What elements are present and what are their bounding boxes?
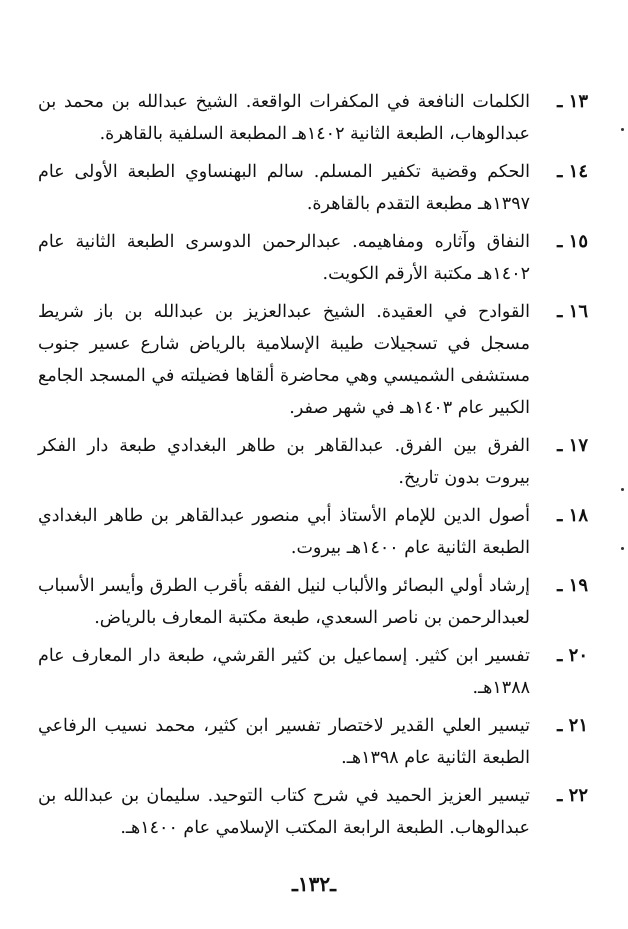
bibliography-entry [38,570,588,634]
bibliography-list [38,86,588,850]
scan-edge-mark [621,128,624,131]
bibliography-entry [38,296,588,424]
entry-text: أصول الدين للإمام الأستاذ أبي منصور عبدالقاهر بن طاهر البغدادي الطبعة الثانية عام ١٤٠٠هـ بيروت. [38,506,530,558]
entry-number: ١٨ ـ [557,505,588,526]
entry-number: ١٥ ـ [557,231,588,252]
entry-number: ١٦ ـ [557,301,588,322]
scan-edge-mark [621,488,624,491]
entry-text: القوادح في العقيدة. الشيخ عبدالعزيز بن عبدالله بن باز شريط مسجل في تسجيلات طيبة الإسلامية بالرياض شارع عسير جنوب مستشفى الشميسي وهي محاضرة ألقاها فضيلته في المسجد الجامع الكبير عام ١٤٠٣هـ في شهر صفر. [38,302,530,418]
entry-text: تيسير العزيز الحميد في شرح كتاب التوحيد. سليمان بن عبدالله بن عبدالوهاب. الطبعة الرابعة المكتب الإسلامي عام ١٤٠٠هـ. [38,786,530,838]
bibliography-entry [38,780,588,844]
entry-text: تفسير ابن كثير. إسماعيل بن كثير القرشي، طبعة دار المعارف عام ١٣٨٨هـ. [38,646,530,698]
entry-text: الفرق بين الفرق. عبدالقاهر بن طاهر البغدادي طبعة دار الفكر بيروت بدون تاريخ. [38,436,530,488]
bibliography-entry [38,500,588,564]
page-number: ـ١٣٢ـ [292,872,336,896]
scan-edge-mark [621,547,624,550]
entry-number: ١٧ ـ [557,435,588,456]
entry-number: ١٣ ـ [557,91,588,112]
bibliography-entry [38,430,588,494]
entry-number: ٢٠ ـ [557,645,588,666]
entry-number: ٢٢ ـ [557,785,588,806]
bibliography-entry [38,226,588,290]
entry-text: إرشاد أولي البصائر والألباب لنيل الفقه بأقرب الطرق وأيسر الأسباب لعبدالرحمن بن ناصر السعدي، طبعة مكتبة المعارف بالرياض. [38,576,530,628]
entry-number: ١٩ ـ [557,575,588,596]
bibliography-entry [38,156,588,220]
entry-text: الكلمات النافعة في المكفرات الواقعة. الشيخ عبدالله بن محمد بن عبدالوهاب، الطبعة الثانية ١٤٠٢هـ المطبعة السلفية بالقاهرة. [38,92,530,144]
bibliography-entry [38,640,588,704]
entry-number: ١٤ ـ [557,161,588,182]
bibliography-entry [38,86,588,150]
bibliography-entry [38,710,588,774]
entry-text: تيسير العلي القدير لاختصار تفسير ابن كثير، محمد نسيب الرفاعي الطبعة الثانية عام ١٣٩٨هـ. [38,716,530,768]
entry-number: ٢١ ـ [557,715,588,736]
entry-text: الحكم وقضية تكفير المسلم. سالم البهنساوي الطبعة الأولى عام ١٣٩٧هـ مطبعة التقدم بالقاهرة. [38,162,530,214]
entry-text: النفاق وآثاره ومفاهيمه. عبدالرحمن الدوسرى الطبعة الثانية عام ١٤٠٢هـ مكتبة الأرقم الكويت. [38,232,530,284]
